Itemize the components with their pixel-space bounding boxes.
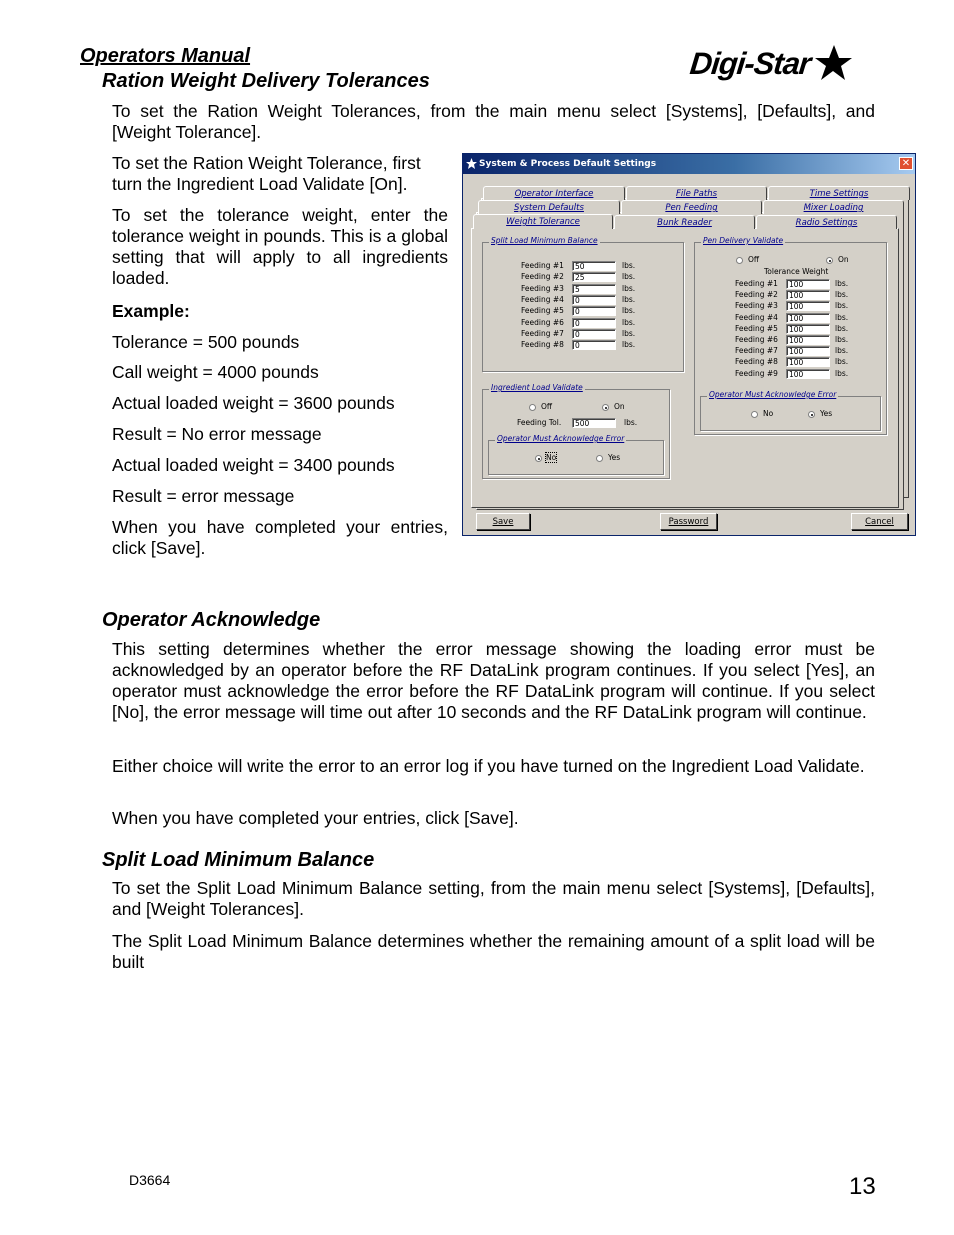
tab-bunk-reader[interactable]: Bunk Reader bbox=[614, 215, 755, 229]
example-line: Result = error message bbox=[112, 486, 295, 506]
ingredient-ack-label: Operator Must Acknowledge Error bbox=[497, 434, 625, 443]
ingredient-ack-no-label: No bbox=[546, 453, 557, 462]
feeding-unit: lbs. bbox=[622, 294, 636, 304]
pen-ack-yes-label: Yes bbox=[820, 409, 833, 418]
tab-mixer-loading[interactable]: Mixer Loading bbox=[763, 200, 904, 214]
feeding-label: Feeding #7 bbox=[521, 328, 564, 338]
feeding-unit: lbs. bbox=[622, 283, 636, 293]
feeding-unit: lbs. bbox=[835, 323, 849, 333]
split-load-label: Split Load Minimum Balance bbox=[491, 236, 598, 245]
feeding-unit: lbs. bbox=[835, 346, 849, 356]
feeding-unit: lbs. bbox=[622, 340, 636, 350]
example-line: Result = No error message bbox=[112, 424, 322, 444]
feeding-unit: lbs. bbox=[835, 301, 849, 311]
ingredient-off-label: Off bbox=[541, 402, 553, 411]
feeding-label: Feeding #2 bbox=[521, 272, 564, 282]
tab-file-paths[interactable]: File Paths bbox=[626, 186, 767, 200]
feeding-unit: lbs. bbox=[835, 279, 849, 288]
feeding-label: Feeding #8 bbox=[735, 357, 778, 367]
feeding-unit: lbs. bbox=[622, 317, 636, 327]
dialog-title-bar bbox=[463, 154, 915, 174]
feeding-label: Feeding #4 bbox=[521, 294, 564, 304]
section-heading-operator-acknowledge: Operator Acknowledge bbox=[102, 609, 321, 631]
settings-dialog bbox=[462, 153, 916, 536]
pen-off-radio[interactable] bbox=[736, 257, 743, 264]
error-log-paragraph: Either choice will write the error to an error log if you have turned on the Ingredient Load Validate. bbox=[112, 756, 865, 776]
feeding-value-input[interactable]: 0 bbox=[572, 295, 616, 305]
feeding-label: Feeding #6 bbox=[735, 335, 778, 344]
ingredient-on-radio[interactable] bbox=[602, 404, 609, 411]
pen-ack-no-radio[interactable] bbox=[751, 411, 758, 418]
split-load-desc-paragraph: The Split Load Minimum Balance determines whether the remaining amount of a split load will be built bbox=[112, 931, 875, 972]
feeding-label: Feeding #6 bbox=[521, 317, 564, 327]
section-heading-ration-weight: Ration Weight Delivery Tolerances bbox=[102, 70, 430, 92]
example-line: Call weight = 4000 pounds bbox=[112, 362, 319, 382]
feeding-unit: lbs. bbox=[622, 261, 636, 270]
tab-operator-interface[interactable]: Operator Interface bbox=[483, 186, 625, 200]
feeding-label: Feeding #8 bbox=[521, 340, 564, 350]
pen-ack-yes-radio[interactable] bbox=[808, 411, 815, 418]
feeding-label: Feeding #5 bbox=[521, 306, 564, 316]
ingredient-ack-group bbox=[488, 434, 664, 475]
digi-star-logo bbox=[690, 46, 855, 86]
cancel-button[interactable]: Cancel bbox=[851, 513, 908, 530]
weight-tolerance-panel bbox=[471, 228, 899, 508]
feeding-value-input[interactable]: 100 bbox=[786, 369, 830, 379]
tolerance-weight-header: Tolerance Weight bbox=[764, 267, 829, 276]
closing-paragraph: When you have completed your entries, click [Save]. bbox=[112, 517, 448, 558]
pen-delivery-group bbox=[694, 236, 887, 435]
feeding-label: Feeding #1 bbox=[735, 279, 778, 288]
close-icon[interactable]: ✕ bbox=[899, 157, 913, 170]
feeding-tol-unit: lbs. bbox=[624, 418, 638, 427]
example-line: Actual loaded weight = 3600 pounds bbox=[112, 393, 395, 413]
feeding-unit: lbs. bbox=[835, 357, 849, 367]
example-line: Tolerance = 500 pounds bbox=[112, 332, 300, 352]
feeding-label: Feeding #3 bbox=[521, 283, 564, 293]
ingredient-off-radio[interactable] bbox=[529, 404, 536, 411]
feeding-value-input[interactable]: 100 bbox=[786, 324, 830, 334]
tab-pen-feeding[interactable]: Pen Feeding bbox=[621, 200, 762, 214]
feeding-value-input[interactable]: 5 bbox=[572, 284, 616, 294]
feeding-unit: lbs. bbox=[835, 312, 849, 322]
feeding-value-input[interactable]: 0 bbox=[572, 306, 616, 316]
validate-paragraph: To set the Ration Weight Tolerance, first turn the Ingredient Load Validate [On]. bbox=[112, 153, 421, 194]
tab-radio-settings[interactable]: Radio Settings bbox=[756, 215, 897, 229]
pen-ack-group bbox=[700, 390, 881, 431]
split-load-paragraph: To set the Split Load Minimum Balance setting, from the main menu select [Systems], [Defaults], and [Weight Tolerances]. bbox=[112, 878, 875, 919]
feeding-tol-input[interactable]: 500 bbox=[572, 418, 616, 428]
section-heading-split-load: Split Load Minimum Balance bbox=[102, 849, 375, 871]
feeding-value-input[interactable]: 100 bbox=[786, 335, 830, 345]
save-button[interactable]: Save bbox=[476, 513, 530, 530]
tab-weight-tolerance[interactable]: Weight Tolerance bbox=[473, 214, 613, 229]
intro-paragraph: To set the Ration Weight Tolerances, from the main menu select [Systems], [Defaults], and [Weight Tolerance]. bbox=[112, 101, 875, 142]
manual-title: Operators Manual bbox=[80, 45, 251, 67]
pen-on-radio[interactable] bbox=[826, 257, 833, 264]
feeding-label: Feeding #5 bbox=[735, 323, 778, 333]
ingredient-validate-label: Ingredient Load Validate bbox=[491, 383, 583, 392]
operator-ack-paragraph: This setting determines whether the error message showing the loading error must be acknowledged by an operator before the RF DataLink program continues. If you select [Yes], an operator must acknowledge the error before the RF DataLink program will continue. If you select [No], the error message will time out after 10 seconds and the RF DataLink program will continue. bbox=[112, 639, 875, 722]
feeding-value-input[interactable]: 0 bbox=[572, 340, 616, 350]
feeding-label: Feeding #3 bbox=[735, 301, 778, 311]
password-button[interactable]: Password bbox=[660, 513, 717, 530]
feeding-value-input[interactable]: 25 bbox=[572, 272, 616, 282]
pen-ack-label: Operator Must Acknowledge Error bbox=[709, 390, 837, 399]
tab-system-defaults[interactable]: System Defaults bbox=[478, 200, 620, 214]
feeding-label: Feeding #7 bbox=[735, 346, 778, 356]
feeding-label: Feeding #9 bbox=[735, 368, 778, 378]
pen-delivery-label: Pen Delivery Validate bbox=[703, 236, 784, 245]
example-line: Actual loaded weight = 3400 pounds bbox=[112, 455, 395, 475]
page-number: 13 bbox=[849, 1173, 876, 1200]
ingredient-ack-yes-radio[interactable] bbox=[596, 455, 603, 462]
feeding-value-input[interactable]: 100 bbox=[786, 346, 830, 356]
pen-off-label: Off bbox=[748, 255, 760, 264]
ingredient-ack-no-radio[interactable] bbox=[535, 455, 542, 462]
ingredient-validate-group bbox=[482, 383, 670, 479]
feeding-unit: lbs. bbox=[835, 290, 849, 300]
split-load-group bbox=[482, 236, 684, 372]
star-icon bbox=[812, 43, 852, 83]
logo-text: Digi-Star bbox=[688, 46, 813, 81]
feeding-unit: lbs. bbox=[622, 306, 636, 316]
feeding-value-input[interactable]: 100 bbox=[786, 357, 830, 367]
feeding-label: Feeding #2 bbox=[735, 290, 778, 300]
app-icon bbox=[466, 158, 477, 169]
feeding-value-input[interactable]: 50 bbox=[572, 261, 616, 271]
feeding-tol-label: Feeding Tol. bbox=[517, 418, 562, 427]
feeding-value-input[interactable]: 100 bbox=[786, 290, 830, 300]
pen-ack-no-label: No bbox=[763, 409, 774, 418]
save-paragraph: When you have completed your entries, click [Save]. bbox=[112, 808, 519, 828]
feeding-unit: lbs. bbox=[835, 335, 849, 344]
ingredient-ack-yes-label: Yes bbox=[608, 453, 621, 462]
feeding-value-input[interactable]: 100 bbox=[786, 313, 830, 323]
tab-time-settings[interactable]: Time Settings bbox=[768, 186, 910, 200]
ingredient-on-label: On bbox=[614, 402, 625, 411]
feeding-value-input[interactable]: 0 bbox=[572, 318, 616, 328]
tolerance-paragraph: To set the tolerance weight, enter the tolerance weight in pounds. This is a global setting that will apply to all ingredients loaded. bbox=[112, 205, 448, 288]
feeding-value-input[interactable]: 0 bbox=[572, 329, 616, 339]
doc-id: D3664 bbox=[129, 1172, 171, 1188]
feeding-unit: lbs. bbox=[622, 272, 636, 282]
dialog-title: System & Process Default Settings bbox=[479, 159, 657, 169]
feeding-value-input[interactable]: 100 bbox=[786, 301, 830, 311]
feeding-value-input[interactable]: 100 bbox=[786, 279, 830, 289]
feeding-unit: lbs. bbox=[835, 368, 849, 378]
example-label: Example: bbox=[112, 301, 190, 321]
feeding-unit: lbs. bbox=[622, 328, 636, 338]
feeding-label: Feeding #4 bbox=[735, 312, 778, 322]
pen-on-label: On bbox=[838, 255, 849, 264]
feeding-label: Feeding #1 bbox=[521, 261, 564, 270]
